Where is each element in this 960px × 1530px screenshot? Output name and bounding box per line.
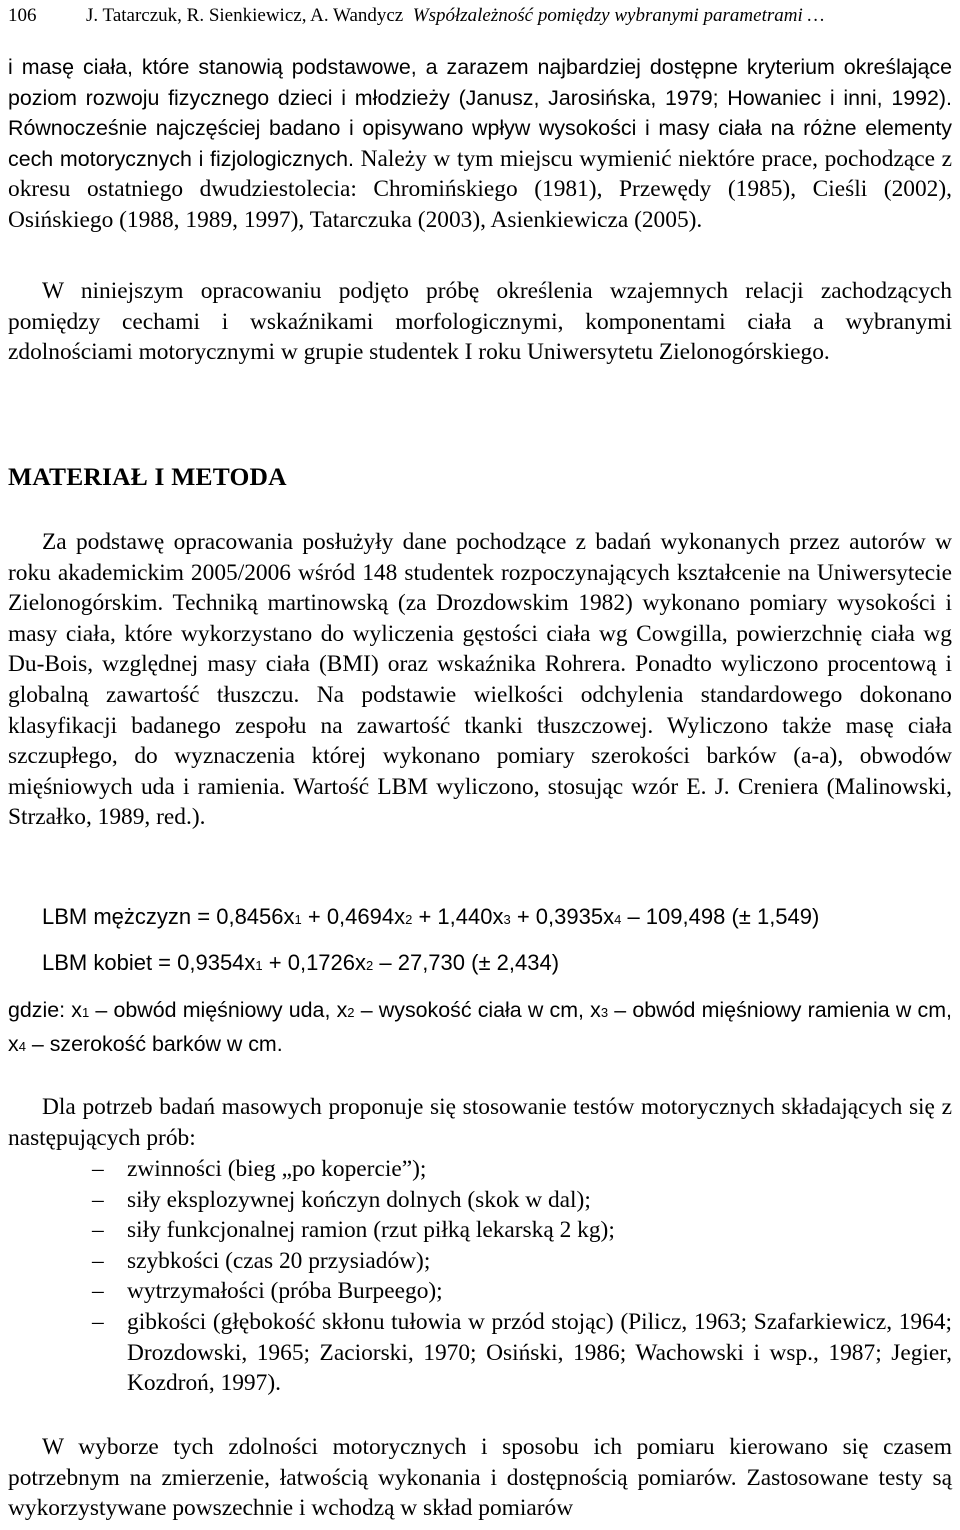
methods-paragraph: Za podstawę opracowania posłużyły dane pochodzące z badań wykonanych przez autorów w roku akademickim 2005/2006 wśród 148 studentek rozpoczynających kształcenie na Uniwersytecie Zielonogórskim. Techniką martinowską (za Drozdowskim 1982) wykonano pomiary wysokości i masy ciała, które wykorzystano do wyliczenia gęstości ciała wg Cowgilla, powierzchnię ciała wg Du-Bois, względnej masy ciała (BMI) oraz wskaźnika Rohrera. Ponadto wyliczono procentową i globalną zawartość tłuszczu. Na podstawie wielkości odchylenia standardowego dokonano klasyfikacji badanego zespołu na zawartość tkanki tłuszczowej. Wyliczono także masę ciała szczupłego, do wyznaczenia której wykonano pomiary szerokości barków (a-a), obwodów mięśniowych uda i ramienia. Wartość LBM wyliczono, stosując wzór E. J. Creniera (Malinowski, Strzałko, 1989, red.). — [8, 529, 952, 831]
intro-paragraph-1 — [8, 52, 952, 236]
legend-part: – obwód mięśniowy uda, x — [89, 998, 348, 1022]
formula-index: 2 — [347, 1005, 355, 1020]
closing-paragraph: W wyborze tych zdolności motorycznych i sposobu ich pomiaru kierowano się czasem potrzebnym na zmierzenie, łatwością wykonania i dostępnością pomiarów. Zastosowane testy są wykorzystywane powszechnie i wchodzą w skład pomiarów — [8, 1434, 952, 1522]
list-item-text: szybkości (czas 20 przysiadów); — [127, 1247, 431, 1274]
formula-index: 2 — [366, 958, 374, 973]
formula-women-part: LBM kobiet = 0,9354x — [42, 950, 256, 975]
formula-men-part: LBM mężczyzn = 0,8456x — [42, 904, 295, 929]
intro-sans-text: i masę ciała, które stanowią podstawowe, a zarazem najbardziej dostępne kryterium określające poziom rozwoju fizycznego dzieci i młodzieży (Janusz, Jarosińska, 1979; Howaniec i inni, 1992). Równocześnie najczęściej badano i opisywano wpływ wysokości i masy ciała na różne elementy cech motorycznych i fizjologicznych. — [8, 55, 952, 171]
formula-women — [42, 948, 952, 981]
formula-men-part: + 1,440x — [412, 904, 504, 929]
formula-women-part: + 0,1726x — [262, 950, 367, 975]
formula-index: 1 — [294, 912, 302, 927]
legend-part: – obwód mięśniowy ramienia w cm, x — [8, 998, 952, 1056]
header-authors: J. Tatarczuk, R. Sienkiewicz, A. Wandycz — [86, 5, 404, 26]
list-item — [8, 1246, 952, 1277]
list-item-text: siły eksplozywnej kończyn dolnych (skok w dal); — [127, 1186, 591, 1213]
section-heading: MATERIAŁ I METODA — [8, 462, 287, 491]
tests-intro: Dla potrzeb badań masowych proponuje się stosowanie testów motorycznych składających się z następujących prób: — [8, 1094, 952, 1151]
tests-list — [8, 1154, 952, 1399]
list-item — [8, 1185, 952, 1216]
list-item-text: wytrzymałości (próba Burpeego); — [127, 1278, 443, 1305]
formula-women-part: – 27,730 (± 2,434) — [373, 950, 560, 975]
list-dash: – — [92, 1308, 104, 1335]
list-dash: – — [92, 1217, 104, 1244]
list-item-text: gibkości (głębokość skłonu tułowia w przód stojąc) (Pilicz, 1963; Szafarkiewicz, 1964; Drozdowski, 1965; Zaciorski, 1970; Osiński, 1986; Wachowski i wsp., 1987; Jegier, Kozdroń, 1997). — [127, 1308, 952, 1397]
formula-index: 1 — [81, 1005, 90, 1020]
formula-men-part: – 109,498 (± 1,549) — [621, 904, 820, 929]
header-title: Współzależność pomiędzy wybranymi parametrami … — [412, 5, 825, 26]
formula-men-part: + 0,3935x — [510, 904, 615, 929]
formula-index: 1 — [255, 958, 263, 973]
formula-index: 4 — [614, 912, 622, 927]
list-dash: – — [92, 1247, 104, 1274]
legend-part: gdzie: x — [8, 998, 82, 1022]
formula-index: 4 — [18, 1038, 26, 1054]
list-item — [8, 1276, 952, 1307]
intro-paragraph-2: W niniejszym opracowaniu podjęto próbę określenia wzajemnych relacji zachodzących pomiędzy cechami i wskaźnikami morfologicznymi, komponentami ciała a wybranymi zdolnościami motorycznymi w grupie studentek I roku Uniwersytetu Zielonogórskiego. — [8, 278, 952, 366]
legend-part: – szerokość barków w cm. — [25, 1031, 283, 1056]
running-header — [8, 4, 952, 28]
intro-serif-text: Należy w tym miejscu wymienić niektóre prace, pochodzące z okresu ostatniego dwudziestolecia: Chromińskiego (1981), Przewędy (1985), Cieśli (2002), Osińskiego (1988, 1989, 1997), Tatarczuka (2003), Asienkiewicza (2005). — [8, 145, 952, 233]
list-item — [8, 1154, 952, 1185]
list-dash: – — [92, 1156, 104, 1182]
list-item — [8, 1307, 952, 1399]
list-item-text: zwinności (bieg „po kopercie”); — [127, 1156, 427, 1182]
list-item — [8, 1215, 952, 1246]
formula-index: 3 — [600, 1005, 609, 1020]
formula-index: 3 — [503, 912, 511, 927]
formula-legend — [8, 995, 952, 1062]
formula-index: 2 — [405, 912, 413, 927]
legend-part: – wysokość ciała w cm, x — [354, 998, 601, 1022]
list-dash: – — [92, 1186, 104, 1213]
list-item-text: siły funkcjonalnej ramion (rzut piłką lekarską 2 kg); — [127, 1217, 615, 1244]
page-number: 106 — [8, 5, 37, 26]
list-dash: – — [92, 1278, 104, 1305]
formula-men — [42, 902, 952, 935]
formula-men-part: + 0,4694x — [301, 904, 406, 929]
